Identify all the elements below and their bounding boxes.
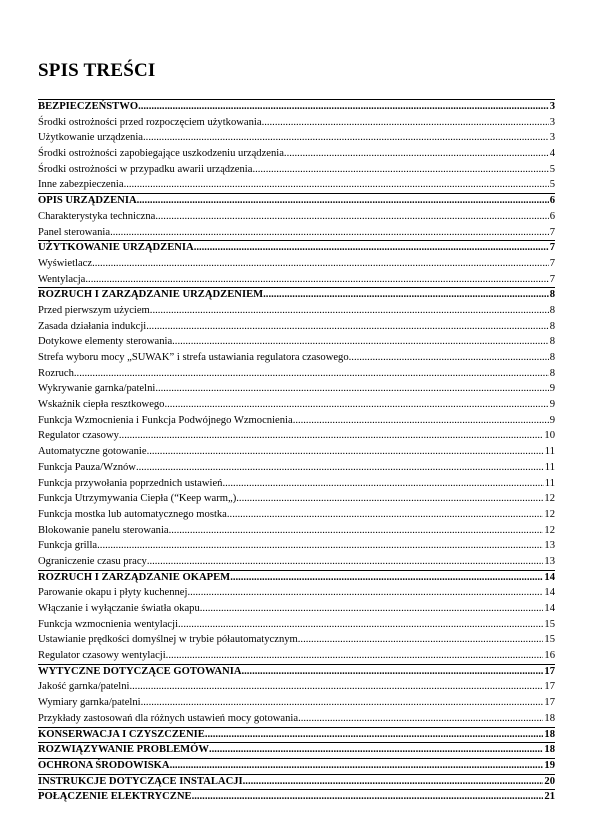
toc-entry	[38, 444, 555, 460]
toc-entry-title: Inne zabezpieczenia	[38, 179, 124, 191]
toc-page-number: 11	[544, 461, 555, 473]
toc-entry	[38, 695, 555, 711]
toc-entry-title: ROZRUCH I ZARZĄDZANIE URZĄDZENIEM	[38, 289, 264, 301]
dot-leader	[252, 162, 548, 178]
dot-leader	[92, 256, 549, 272]
toc-page-number: 19	[544, 759, 555, 771]
toc-entry-title: Strefa wyboru mocy „SUWAK” i strefa ustawiania regulatora czasowego	[38, 352, 349, 363]
dot-leader	[141, 695, 544, 711]
toc-page-number: 13	[544, 540, 555, 552]
dot-leader	[263, 287, 549, 303]
dot-leader	[166, 648, 544, 664]
dot-leader	[200, 601, 544, 617]
dot-leader	[169, 523, 544, 539]
toc-entry-title: Jakość garnka/patelni	[38, 681, 130, 693]
toc-entry-title: Zasada działania indukcji	[38, 320, 147, 332]
dot-leader	[205, 727, 544, 743]
dot-leader	[298, 711, 543, 727]
toc-entry	[38, 460, 555, 476]
section-rule	[38, 758, 555, 759]
toc-section-entry	[38, 727, 555, 743]
toc-entry-title: Środki ostrożności zapobiegające uszkodzeniu urządzenia	[38, 148, 284, 160]
dot-leader	[147, 444, 544, 460]
dot-leader	[178, 617, 543, 633]
toc-page-number: 13	[544, 555, 555, 567]
toc-entry-title: Wskaźnik ciepła resztkowego	[38, 399, 165, 411]
toc-entry-title: Wentylacja	[38, 273, 86, 285]
toc-entry	[38, 209, 555, 225]
toc-entry-title: Funkcja Pauza/Wznów	[38, 461, 136, 473]
dot-leader	[164, 397, 548, 413]
toc-entry-title: Regulator czasowy wentylacji	[38, 650, 166, 662]
toc-entry	[38, 366, 555, 382]
section-rule	[38, 727, 555, 728]
dot-leader	[262, 115, 549, 131]
section-rule	[38, 742, 555, 743]
toc-entry	[38, 256, 555, 272]
toc-page-number: 18	[544, 728, 555, 740]
dot-leader	[136, 460, 544, 476]
toc-entry	[38, 381, 555, 397]
dot-leader	[170, 758, 544, 774]
toc-page-number: 8	[549, 289, 555, 301]
dot-leader	[138, 99, 549, 115]
section-rule	[38, 240, 555, 241]
dot-leader	[146, 319, 548, 335]
toc-page-number: 11	[544, 446, 555, 458]
dot-leader	[85, 272, 548, 288]
toc-entry-title: OPIS URZĄDZENIA	[38, 195, 137, 207]
toc-entry-title: Regulator czasowy	[38, 430, 119, 442]
dot-leader	[284, 146, 549, 162]
dot-leader	[155, 381, 548, 397]
toc-page-number: 6	[549, 195, 555, 207]
section-rule	[38, 789, 555, 790]
dot-leader	[241, 664, 543, 680]
toc-page-number: 3	[549, 132, 555, 144]
toc-entry-title: Wykrywanie garnka/patelni	[38, 383, 156, 395]
toc-page-number: 12	[544, 524, 555, 536]
section-rule	[38, 570, 555, 571]
toc-page-number: 9	[549, 399, 555, 411]
toc-page-number: 18	[544, 744, 555, 756]
toc-page-number: 3	[549, 116, 555, 128]
toc-entry	[38, 491, 555, 507]
toc-page-number: 14	[544, 571, 555, 583]
toc-entry-title: WYTYCZNE DOTYCZĄCE GOTOWANIA	[38, 665, 242, 677]
toc-entry-title: Włączanie i wyłączanie światła okapu	[38, 603, 200, 614]
toc-entry	[38, 554, 555, 570]
toc-entry	[38, 225, 555, 241]
toc-page-number: 14	[544, 603, 555, 614]
dot-leader	[74, 366, 549, 382]
section-rule	[38, 664, 555, 665]
toc-entry	[38, 679, 555, 695]
table-of-contents	[38, 99, 555, 805]
toc-entry	[38, 272, 555, 288]
toc-entry	[38, 115, 555, 131]
dot-leader	[124, 177, 549, 193]
toc-entry-title: POŁĄCZENIE ELEKTRYCZNE	[38, 791, 192, 803]
toc-page-number: 21	[544, 791, 555, 803]
toc-page-number: 7	[549, 242, 555, 254]
toc-entry-title: INSTRUKCJE DOTYCZĄCE INSTALACJI	[38, 775, 243, 787]
toc-entry	[38, 632, 555, 648]
dot-leader	[349, 350, 549, 366]
dot-leader	[119, 428, 544, 444]
toc-entry-title: Funkcja Wzmocnienia i Funkcja Podwójnego Wzmocnienia	[38, 414, 293, 426]
toc-section-entry	[38, 758, 555, 774]
toc-page-number: 8	[549, 336, 555, 348]
dot-leader	[222, 476, 543, 492]
toc-entry-title: Rozruch	[38, 367, 74, 379]
toc-page-number: 8	[549, 352, 555, 363]
toc-entry-title: Przed pierwszym użyciem	[38, 304, 150, 316]
dot-leader	[137, 193, 549, 209]
toc-entry-title: Środki ostrożności przed rozpoczęciem użytkowania	[38, 116, 262, 128]
dot-leader	[155, 209, 548, 225]
toc-entry-title: Funkcja przywołania poprzednich ustawień	[38, 477, 223, 489]
dot-leader	[293, 413, 549, 429]
toc-entry-title: Funkcja grilla	[38, 540, 98, 552]
toc-section-entry	[38, 193, 555, 209]
toc-entry-title: Automatyczne gotowanie	[38, 446, 147, 458]
toc-entry-title: Wyświetlacz	[38, 257, 93, 269]
toc-section-entry	[38, 99, 555, 115]
toc-entry-title: ROZWIĄZYWANIE PROBLEMÓW	[38, 744, 209, 756]
toc-page-number: 3	[549, 101, 555, 112]
dot-leader	[227, 507, 544, 523]
toc-entry-title: BEZPIECZEŃSTWO	[38, 101, 139, 112]
dot-leader	[150, 303, 549, 319]
dot-leader	[187, 585, 543, 601]
section-rule	[38, 193, 555, 194]
toc-entry	[38, 177, 555, 193]
toc-entry	[38, 334, 555, 350]
toc-entry-title: Dotykowe elementy sterowania	[38, 336, 173, 348]
toc-section-entry	[38, 570, 555, 586]
toc-page-number: 17	[544, 697, 555, 709]
toc-page-number: 7	[549, 257, 555, 269]
toc-page-number: 14	[544, 587, 555, 599]
toc-entry	[38, 507, 555, 523]
toc-entry-title: KONSERWACJA I CZYSZCZENIE	[38, 728, 205, 740]
toc-entry	[38, 648, 555, 664]
toc-page-number: 18	[544, 712, 555, 724]
dot-leader	[209, 742, 543, 758]
dot-leader	[236, 491, 543, 507]
toc-section-entry	[38, 240, 555, 256]
toc-entry	[38, 130, 555, 146]
toc-entry-title: Parowanie okapu i płyty kuchennej	[38, 587, 188, 599]
toc-page-number: 5	[549, 179, 555, 191]
section-rule	[38, 774, 555, 775]
toc-entry	[38, 162, 555, 178]
toc-page-number: 11	[544, 477, 555, 489]
toc-page-number: 8	[549, 367, 555, 379]
toc-entry-title: Charakterystyka techniczna	[38, 210, 156, 222]
toc-entry	[38, 397, 555, 413]
toc-entry	[38, 523, 555, 539]
toc-entry-title: Blokowanie panelu sterowania	[38, 524, 169, 536]
toc-page-number: 17	[544, 665, 555, 677]
toc-page-number: 7	[549, 226, 555, 238]
toc-entry	[38, 319, 555, 335]
toc-entry-title: Przykłady zastosowań dla różnych ustawień mocy gotowania	[38, 712, 299, 724]
toc-section-entry	[38, 664, 555, 680]
toc-entry	[38, 601, 555, 617]
toc-entry	[38, 413, 555, 429]
toc-entry-title: Funkcja Utrzymywania Ciepła (“Keep warm„)	[38, 493, 237, 505]
toc-page-number: 15	[544, 618, 555, 630]
toc-page-number: 10	[544, 430, 555, 442]
toc-section-entry	[38, 789, 555, 805]
toc-entry-title: OCHRONA ŚRODOWISKA	[38, 759, 170, 771]
toc-page-number: 12	[544, 493, 555, 505]
toc-section-entry	[38, 774, 555, 790]
dot-leader	[192, 789, 544, 805]
dot-leader	[172, 334, 549, 350]
toc-entry	[38, 146, 555, 162]
toc-entry-title: UŻYTKOWANIE URZĄDZENIA	[38, 242, 194, 254]
dot-leader	[298, 632, 544, 648]
dot-leader	[147, 554, 544, 570]
page-title: SPIS TREŚCI	[38, 60, 156, 81]
toc-entry	[38, 476, 555, 492]
toc-page-number: 12	[544, 508, 555, 520]
toc-page-number: 16	[544, 650, 555, 662]
toc-page-number: 8	[549, 304, 555, 316]
toc-page-number: 5	[549, 163, 555, 175]
toc-page-number: 15	[544, 634, 555, 646]
toc-page-number: 6	[549, 210, 555, 222]
toc-page-number: 7	[549, 273, 555, 285]
toc-entry	[38, 303, 555, 319]
dot-leader	[230, 570, 543, 586]
toc-entry	[38, 538, 555, 554]
toc-page-number: 9	[549, 383, 555, 395]
dot-leader	[130, 679, 544, 695]
dot-leader	[194, 240, 549, 256]
toc-entry	[38, 585, 555, 601]
toc-entry	[38, 428, 555, 444]
toc-page-number: 9	[549, 414, 555, 426]
toc-section-entry	[38, 742, 555, 758]
dot-leader	[97, 538, 543, 554]
toc-entry-title: Funkcja wzmocnienia wentylacji	[38, 618, 179, 630]
toc-section-entry	[38, 287, 555, 303]
dot-leader	[243, 774, 544, 790]
toc-entry-title: Środki ostrożności w przypadku awarii urządzenia	[38, 163, 253, 175]
dot-leader	[143, 130, 549, 146]
toc-page-number: 8	[549, 320, 555, 332]
toc-entry-title: Użytkowanie urządzenia	[38, 132, 144, 144]
toc-entry-title: Wymiary garnka/patelni	[38, 697, 141, 709]
toc-page-number: 4	[549, 148, 555, 160]
toc-entry	[38, 711, 555, 727]
toc-entry-title: Funkcja mostka lub automatycznego mostka	[38, 508, 227, 520]
toc-entry-title: Ustawianie prędkości domyślnej w trybie półautomatycznym	[38, 634, 298, 646]
toc-page-number: 20	[544, 775, 555, 787]
toc-entry-title: Panel sterowania	[38, 226, 111, 238]
toc-entry	[38, 617, 555, 633]
section-rule	[38, 99, 555, 100]
toc-entry-title: ROZRUCH I ZARZĄDZANIE OKAPEM	[38, 571, 231, 583]
toc-entry	[38, 350, 555, 366]
section-rule	[38, 287, 555, 288]
toc-entry-title: Ograniczenie czasu pracy	[38, 555, 147, 567]
toc-page-number: 17	[544, 681, 555, 693]
dot-leader	[110, 225, 549, 241]
